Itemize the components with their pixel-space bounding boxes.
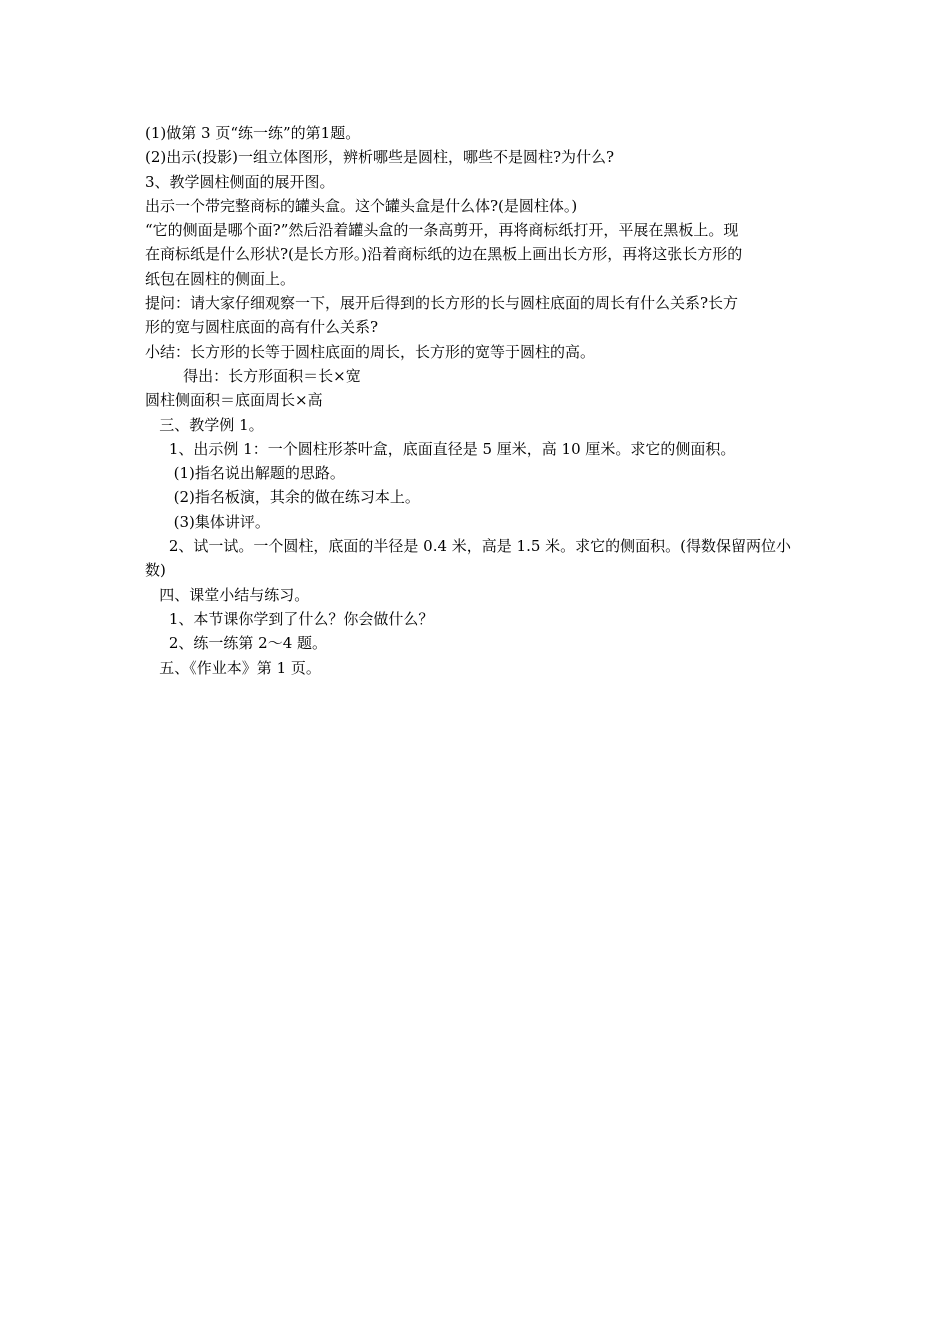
text-line: 1、本节课你学到了什么？你会做什么？ (145, 609, 434, 628)
text-line: 2、试一试。一个圆柱，底面的半径是 0.4 米，高是 1.5 米。求它的侧面积。(得数保留两位小 (145, 537, 792, 556)
text-line: 形的宽与圆柱底面的高有什么关系? (145, 318, 379, 337)
text-line: 小结：长方形的长等于圆柱底面的周长，长方形的宽等于圆柱的高。 (145, 342, 596, 361)
text-line: (1)做第 3 页“练一练”的第1题。 (145, 124, 361, 142)
text-line: “它的侧面是哪个面?”然后沿着罐头盒的一条高剪开，再将商标纸打开，平展在黑板上。现 (145, 221, 739, 240)
text-line: 2、练一练第 2～4 题。 (145, 634, 328, 653)
text-line: (1)指名说出解题的思路。 (145, 464, 345, 483)
text-line: (2)出示(投影)一组立体图形，辨析哪些是圆柱，哪些不是圆柱?为什么? (145, 148, 615, 167)
text-line: 3、教学圆柱侧面的展开图。 (145, 172, 335, 191)
text-line: 提问：请大家仔细观察一下，展开后得到的长方形的长与圆柱底面的周长有什么关系?长方 (145, 294, 739, 313)
text-line: 出示一个带完整商标的罐头盒。这个罐头盒是什么体?(是圆柱体。) (145, 196, 578, 215)
text-line: (3)集体讲评。 (145, 512, 270, 531)
text-line: (2)指名板演，其余的做在练习本上。 (145, 488, 420, 507)
section-heading: 四、课堂小结与练习。 (145, 585, 310, 604)
section-heading: 五、《作业本》第 1 页。 (145, 658, 321, 677)
section-heading: 三、教学例 1。 (145, 415, 264, 434)
text-line: 在商标纸是什么形状?(是长方形。)沿着商标纸的边在黑板上画出长方形，再将这张长方形的 (145, 245, 743, 264)
text-line: 1、出示例 1：一个圆柱形茶叶盒，底面直径是 5 厘米，高 10 厘米。求它的侧面积。 (145, 439, 736, 458)
text-line: 得出：长方形面积＝长×宽 (145, 366, 361, 385)
text-line: 圆柱侧面积＝底面周长×高 (145, 391, 323, 410)
document-body (145, 121, 809, 680)
text-line: 纸包在圆柱的侧面上。 (145, 269, 296, 288)
text-line: 数) (145, 561, 166, 580)
